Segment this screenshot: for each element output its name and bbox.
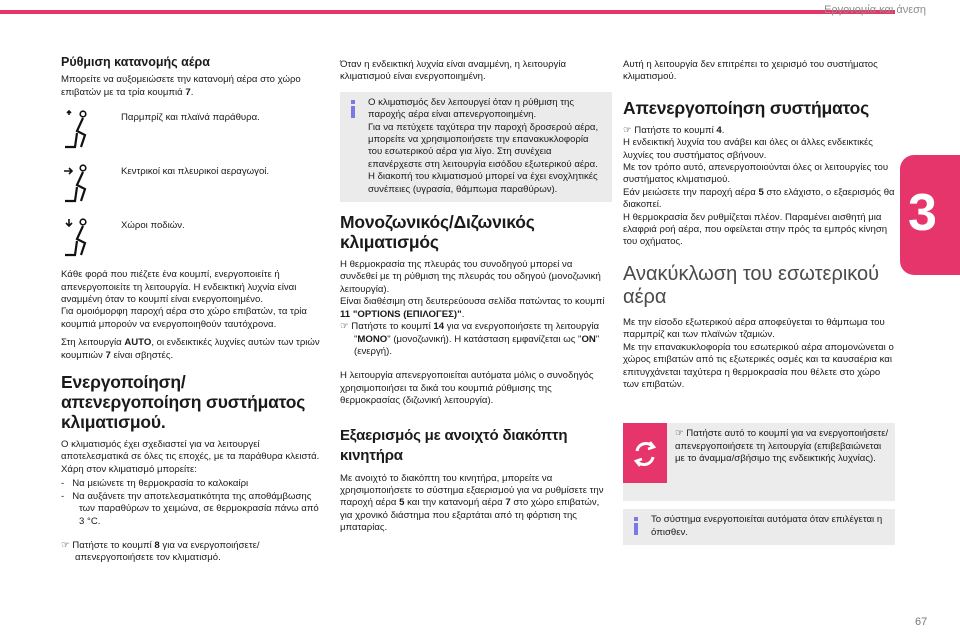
info-text: Ο κλιματισμός δεν λειτουργεί όταν η ρύθμιση της παροχής αέρα είναι απενεργοποιημένη. Για να πετύχετε ταχύτερα την παροχή δροσερού αέρα, μπορείτε να χρησιμοποιήσετε την επανακυκλοφορία του εσωτερικού αέρα για λίγο. Στη συνέχεια επανέρχεστε στη λειτουργία εισόδου εξωτερικού αέρα. Η διακοπή του κλιματισμού μπορεί να έχει ενοχλητικές συνέπειες (υγρασία, θάμπωμα παραθύρων). (368, 96, 599, 195)
column-3 (623, 59, 895, 555)
distribution-intro: Μπορείτε να αυξομειώσετε την κατανομή αέρα στο χώρο επιβατών με τα τρία κουμπιά 7. (61, 74, 301, 98)
zone-auto-paragraph: Η λειτουργία απενεργοποιείται αυτόματα μόλις ο συνοδηγός χρησιμοποιήσει τα δικά του κουμπιά ρύθμισης της θερμοκρασίας (διζωνική λειτουργία). (340, 370, 594, 407)
zone-title: Μονοζωνικός/Διζωνικός κλιματισμός (340, 212, 535, 253)
mode-windscreen (61, 109, 323, 153)
header-bar (0, 0, 960, 26)
pointer-icon: ☞ (340, 321, 349, 333)
list-item: - Να μειώνετε τη θερμοκρασία το καλοκαίρι (61, 478, 249, 490)
recirc-paragraph: Με την είσοδο εξωτερικού αέρα αποφεύγεται το θάμπωμα του παρμπρίζ και των πλαϊνών τζαμιών. Με την επανακυκλοφορία του εσωτερικού αέρα απομονώνεται ο χώρος επιβατών από τις εξωτερικές οσμές και τα καυσαέρια και επιτυγχάνεται ταχύτερα η θερμοκρασία που θέλετε στο χώρο των επιβατών. (623, 316, 894, 390)
pointer-icon: ☞ (623, 124, 632, 136)
column-1 (61, 56, 323, 571)
off-title: Απενεργοποίηση συστήματος (623, 97, 870, 118)
chapter-number: 3 (908, 184, 937, 242)
chapter-tab (900, 155, 960, 275)
pointer-icon: ☞ (61, 539, 70, 551)
info-box-reverse (623, 509, 895, 545)
info-icon (631, 517, 641, 535)
mode-face-vents (61, 163, 323, 207)
onoff-press-instruction: ☞ Πατήστε το κουμπί 8 για να ενεργοποιήσετε/απενεργοποιήσετε τον κλιματισμό. (61, 539, 260, 564)
onoff-title: Ενεργοποίηση/απενεργοποίηση συστήματος κλιματισμού. (61, 372, 306, 433)
zone-paragraph: Η θερμοκρασία της πλευράς του συνοδηγού μπορεί να συνδεθεί με τη ρύθμιση της πλευράς του οδηγού (μονοζωνική λειτουργία). Είναι διαθέσιμη στη δευτερεύουσα σελίδα πατώντας το κουμπί 11 "OPTIONS (ΕΠΙΛΟΓΕΣ)". (340, 259, 605, 320)
mode-footwell (61, 217, 323, 261)
pointer-icon: ☞ (675, 428, 684, 440)
recirc-button-text: ☞ Πατήστε αυτό το κουμπί για να ενεργοποιήσετε/απενεργοποιήσετε τη λειτουργία (επιβεβαιώνεται με το άναμμα/σβήσιμο της ενδεικτικής λυχνίας). (675, 428, 889, 465)
recirc-button-pad (623, 423, 667, 483)
lamp-paragraph: Όταν η ενδεικτική λυχνία είναι αναμμένη, η λειτουργία κλιματισμού είναι ενεργοποιημένη. (340, 59, 567, 83)
recirc-button-box (623, 423, 895, 501)
off-paragraph: Η ενδεικτική λυχνία του ανάβει και όλες οι άλλες ενδεικτικές λυχνίες του συστήματος σβήνουν. Με τον τρόπο αυτό, απενεργοποιούνται όλες οι λειτουργίες του συστήματος κλιματισμού. Εάν μειώσετε την παροχή αέρα 5 στο ελάχιστο, ο εξαερισμός θα διακοπεί. Η θερμοκρασία δεν ρυθμίζεται πλέον. Παραμένει αισθητή μια ελαφριά ροή αέρα, που οφείλεται στην πρός τα εμπρός κίνηση του οχήματος. (623, 137, 895, 248)
info-icon (348, 100, 358, 118)
onoff-list (61, 478, 323, 528)
zone-instruction: ☞ Πατήστε το κουμπί 14 για να ενεργοποιήσετε τη λειτουργία "MONO" (μονοζωνική). Η κατάσταση εμφανίζεται ως "ON" (ενεργή). (340, 321, 600, 357)
column-2 (340, 59, 612, 541)
vent-title: Εξαερισμός με ανοιχτό διακόπτη κινητήρα (340, 426, 568, 464)
distribution-title: Ρύθμιση κατανομής αέρα (61, 55, 210, 69)
mode-label: Χώροι ποδιών. (121, 220, 185, 232)
recirc-title: Ανακύκλωση του εσωτερικού αέρα (623, 262, 880, 308)
top-paragraph: Αυτή η λειτουργία δεν επιτρέπει το χειρισμό του συστήματος κλιματισμού. (623, 59, 878, 83)
chapter-title: Εργονομία και άνεση (824, 4, 926, 16)
vent-paragraph: Με ανοιχτό το διακόπτη του κινητήρα, μπορείτε να χρησιμοποιήσετε το σύστημα εξαερισμού για να ρυθμίσετε την παροχή αέρα 5 και την κατανομή αέρα 7 στο χώρο επιβατών, για χρονικό διάστημα που εξαρτάται από τη φόρτιση της μπαταρίας. (340, 472, 604, 534)
face-vents-airflow-icon (63, 163, 95, 203)
list-item: - Να αυξάνετε την αποτελεσματικότητα της αποθάμβωσης των παραθύρων το χειμώνα, σε θερμοκρασία πάνω από 3 °C. (61, 490, 319, 527)
info-box (340, 92, 612, 202)
auto-paragraph: Στη λειτουργία AUTO, οι ενδεικτικές λυχνίες αυτών των τριών κουμπιών 7 είναι σβηστές. (61, 337, 320, 361)
recirculation-icon (623, 423, 667, 483)
header-accent-line (0, 10, 895, 14)
page-number: 67 (915, 616, 928, 628)
footwell-airflow-icon (63, 217, 95, 257)
mode-label: Κεντρικοί και πλευρικοί αεραγωγοί. (121, 166, 270, 178)
modes-paragraph: Κάθε φορά που πιέζετε ένα κουμπί, ενεργοποιείτε ή απενεργοποιείτε τη λειτουργία. Η ενδεικτική λυχνία είναι αναμμένη όταν το κουμπί είναι ενεργοποιημένο. Για ομοιόμορφη παροχή αέρα στο χώρο επιβατών, τα τρία κουμπιά μπορούν να ενεργοποιηθούν ταυτόχρονα. (61, 269, 307, 330)
windscreen-airflow-icon (63, 109, 95, 149)
off-press-instruction: ☞ Πατήστε το κουμπί 4. (623, 124, 725, 136)
mode-label: Παρμπρίζ και πλαϊνά παράθυρα. (121, 112, 260, 124)
info-text: Το σύστημα ενεργοποιείται αυτόματα όταν επιλέγεται η όπισθεν. (651, 514, 883, 538)
onoff-paragraph: Ο κλιματισμός έχει σχεδιαστεί για να λειτουργεί αποτελεσματικά σε όλες τις εποχές, με τα παράθυρα κλειστά. Χάρη στον κλιματισμό μπορείτε: (61, 439, 320, 475)
